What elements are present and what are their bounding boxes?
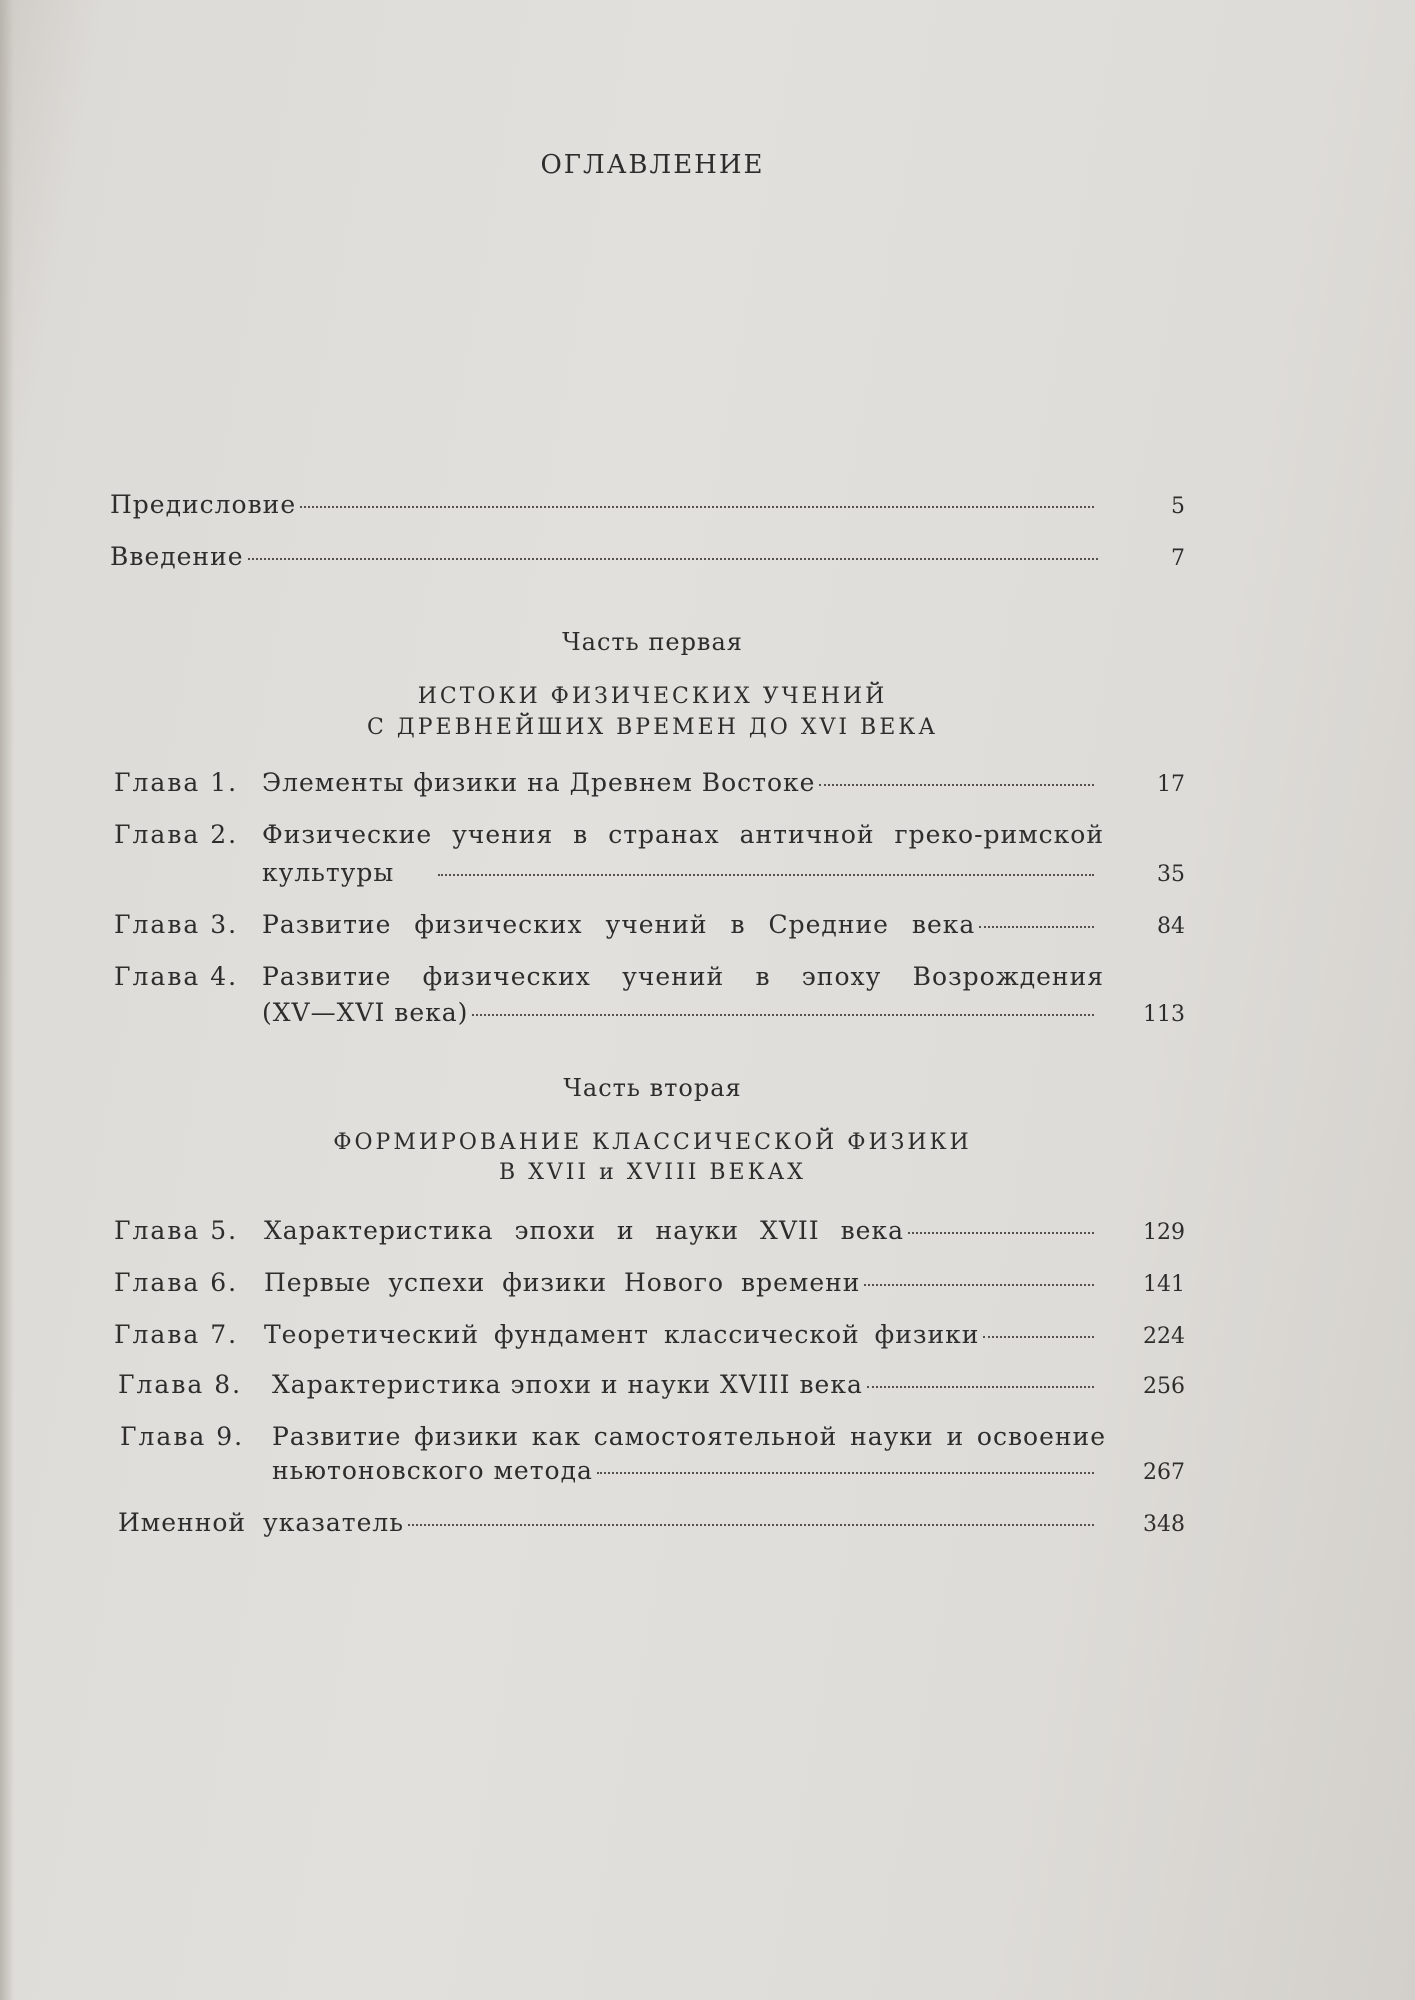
leader-dots (408, 1524, 1094, 1526)
toc-entry-label: ньютоновского метода (272, 1456, 593, 1485)
toc-entry-name-index[interactable] (118, 1508, 1102, 1537)
toc-entry-introduction[interactable] (110, 542, 1106, 571)
toc-entry-chapter-8[interactable] (272, 1370, 1102, 1399)
chapter-prefix: Глава 1. (114, 768, 239, 797)
toc-entry-page: 84 (1157, 914, 1185, 939)
toc-entry-label: Развитие физических учений в Средние века (262, 910, 976, 939)
part-two-heading: Часть вторая (563, 1074, 742, 1102)
page-title: ОГЛАВЛЕНИЕ (540, 150, 765, 180)
page-edge-shadow (0, 0, 14, 2000)
chapter-prefix: Глава 9. (120, 1422, 245, 1451)
chapter-prefix: Глава 5. (114, 1216, 239, 1245)
chapter-prefix: Глава 7. (114, 1320, 239, 1349)
toc-entry-page: 267 (1143, 1460, 1185, 1485)
toc-entry-chapter-4-line1[interactable] (262, 962, 1104, 991)
leader-dots (983, 1336, 1094, 1338)
leader-dots (300, 506, 1094, 508)
part-one-title-line1: ИСТОКИ ФИЗИЧЕСКИХ УЧЕНИЙ (417, 684, 888, 709)
toc-entry-page: 348 (1143, 1512, 1185, 1537)
leader-dots (248, 558, 1098, 560)
leader-dots (864, 1284, 1094, 1286)
leader-dots (438, 874, 1094, 876)
chapter-prefix: Глава 4. (114, 962, 239, 991)
part-one-title-line2: С ДРЕВНЕЙШИХ ВРЕМЕН ДО XVI ВЕКА (367, 715, 938, 740)
toc-entry-chapter-4-line2[interactable] (262, 998, 1102, 1027)
toc-entry-page: 113 (1143, 1002, 1185, 1027)
leader-dots (472, 1014, 1094, 1016)
toc-entry-page: 5 (1171, 494, 1185, 519)
toc-entry-page: 256 (1143, 1374, 1185, 1399)
toc-entry-chapter-7[interactable] (264, 1320, 1102, 1349)
toc-entry-label: Развитие физических учений в эпоху Возрождения (262, 962, 1104, 991)
toc-entry-label: культуры (262, 858, 395, 887)
toc-entry-page: 35 (1157, 862, 1185, 887)
toc-entry-preface[interactable] (110, 490, 1102, 519)
toc-entry-label: Характеристика эпохи и науки XVII века (264, 1216, 904, 1245)
leader-dots (908, 1232, 1094, 1234)
toc-entry-chapter-2-line2[interactable] (262, 858, 1102, 887)
chapter-prefix: Глава 8. (118, 1370, 243, 1399)
leader-dots (597, 1472, 1094, 1474)
toc-entry-chapter-3[interactable] (262, 910, 1102, 939)
toc-entry-label: Именной указатель (118, 1508, 404, 1537)
leader-dots (867, 1386, 1094, 1388)
toc-entry-chapter-9-line2[interactable] (272, 1456, 1102, 1485)
part-two-title-line1: ФОРМИРОВАНИЕ КЛАССИЧЕСКОЙ ФИЗИКИ (333, 1130, 972, 1155)
toc-entry-chapter-6[interactable] (264, 1268, 1102, 1297)
leader-dots (819, 784, 1094, 786)
chapter-prefix: Глава 3. (114, 910, 239, 939)
toc-entry-label: Теоретический фундамент классической физики (264, 1320, 980, 1349)
part-one-heading: Часть первая (562, 628, 743, 656)
toc-entry-label: (XV—XVI века) (262, 998, 469, 1027)
toc-entry-label: Элементы физики на Древнем Востоке (262, 768, 816, 797)
toc-entry-label: Физические учения в странах античной греко-римской (262, 820, 1104, 849)
toc-entry-page: 17 (1157, 772, 1185, 797)
toc-entry-chapter-1[interactable] (262, 768, 1102, 797)
toc-entry-page: 7 (1171, 546, 1185, 571)
toc-entry-chapter-9-line1[interactable] (272, 1422, 1106, 1451)
toc-entry-label: Развитие физики как самостоятельной науки и освоение (272, 1422, 1106, 1451)
toc-entry-page: 141 (1143, 1272, 1185, 1297)
toc-entry-label: Первые успехи физики Нового времени (264, 1268, 861, 1297)
chapter-prefix: Глава 2. (114, 820, 239, 849)
toc-entry-chapter-5[interactable] (264, 1216, 1102, 1245)
toc-entry-label: Предисловие (110, 490, 297, 519)
part-two-title-line2: В XVII и XVIII ВЕКАХ (499, 1160, 806, 1185)
toc-entry-label: Введение (110, 542, 244, 571)
toc-entry-page: 224 (1143, 1324, 1185, 1349)
chapter-prefix: Глава 6. (114, 1268, 239, 1297)
toc-entry-label: Характеристика эпохи и науки XVIII века (272, 1370, 863, 1399)
toc-entry-page: 129 (1143, 1220, 1185, 1245)
leader-dots (979, 926, 1094, 928)
toc-entry-chapter-2-line1[interactable] (262, 820, 1104, 849)
